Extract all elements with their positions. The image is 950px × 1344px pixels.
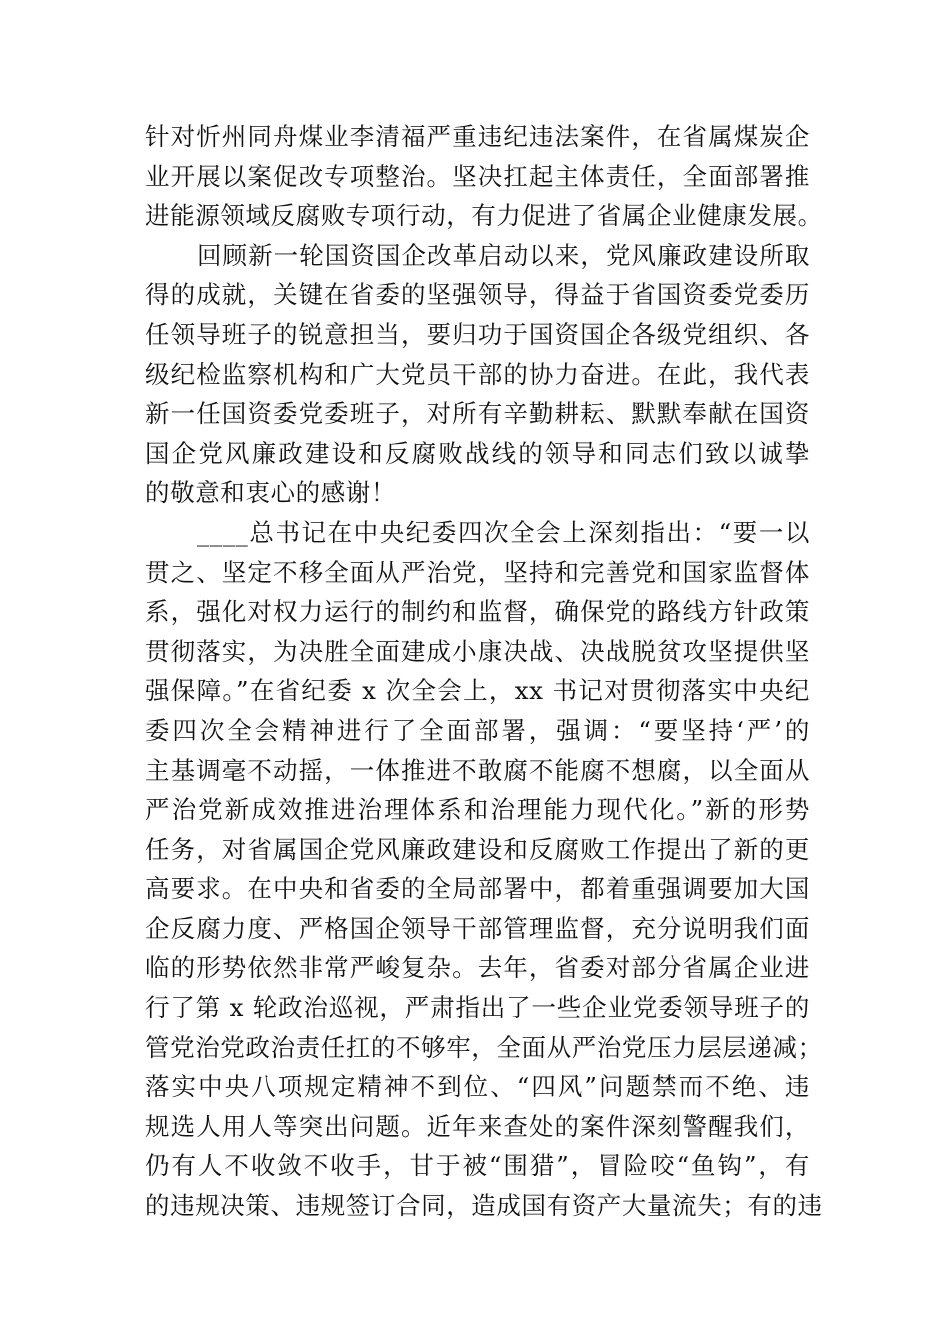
text-line: 国企党风廉政建设和反腐败战线的领导和同志们致以诚挚	[145, 438, 810, 468]
text-line: ____总书记在中央纪委四次全会上深刻指出：“要一以	[197, 517, 810, 547]
text-line: 针对忻州同舟煤业李清福严重违纪违法案件，在省属煤炭企	[145, 122, 810, 151]
text-line: 落实中央八项规定精神不到位、“四风”问题禁而不绝、违	[145, 1072, 810, 1102]
text-line: 强保障。”在省纪委 x 次全会上，xx 书记对贯彻落实中央纪	[145, 676, 810, 706]
text-line: 的违规决策、违规签订合同，造成国有资产大量流失；有的违	[145, 1191, 823, 1221]
text-line: 仍有人不收敛不收手，甘于被“围猎”，冒险咬“鱼钩”，有	[145, 1151, 810, 1181]
text-line: 任领导班子的锐意担当，要归功于国资国企各级党组织、各	[145, 319, 810, 349]
document-body-text	[145, 117, 823, 1226]
text-line: 系，强化对权力运行的制约和监督，确保党的路线方针政策	[145, 597, 810, 627]
text-line: 委四次全会精神进行了全面部署，强调：“要坚持‘严’的	[145, 715, 810, 745]
text-line: 贯之、坚定不移全面从严治党，坚持和完善党和国家监督体	[145, 557, 810, 587]
text-line: 管党治党政治责任扛的不够牢，全面从严治党压力层层递减；	[145, 1032, 823, 1062]
text-line: 行了第 x 轮政治巡视，严肃指出了一些企业党委领导班子的	[145, 993, 810, 1023]
text-line: 主基调毫不动摇，一体推进不敢腐不能腐不想腐，以全面从	[145, 755, 810, 785]
text-line: 临的形势依然非常严峻复杂。去年，省委对部分省属企业进	[145, 953, 810, 983]
text-line: 进能源领域反腐败专项行动，有力促进了省属企业健康发展。	[145, 201, 823, 231]
text-line: 回顾新一轮国资国企改革启动以来，党风廉政建设所取	[197, 240, 810, 270]
text-line: 严治党新成效推进治理体系和治理能力现代化。”新的形势	[145, 795, 810, 825]
text-line: 贯彻落实，为决胜全面建成小康决战、决战脱贫攻坚提供坚	[145, 636, 810, 666]
text-line: 企反腐力度、严格国企领导干部管理监督，充分说明我们面	[145, 913, 810, 943]
text-line: 高要求。在中央和省委的全局部署中，都着重强调要加大国	[145, 874, 810, 904]
text-line: 得的成就，关键在省委的坚强领导，得益于省国资委党委历	[145, 280, 810, 310]
text-line: 规选人用人等突出问题。近年来查处的案件深刻警醒我们，	[145, 1111, 810, 1141]
text-line: 任务，对省属国企党风廉政建设和反腐败工作提出了新的更	[145, 834, 810, 864]
text-line: 级纪检监察机构和广大党员干部的协力奋进。在此，我代表	[145, 359, 810, 389]
text-line: 新一任国资委党委班子，对所有辛勤耕耘、默默奉献在国资	[145, 399, 810, 429]
text-line: 业开展以案促改专项整治。坚决扛起主体责任，全面部署推	[145, 161, 810, 191]
text-line: 的敬意和衷心的感谢！	[145, 478, 396, 508]
